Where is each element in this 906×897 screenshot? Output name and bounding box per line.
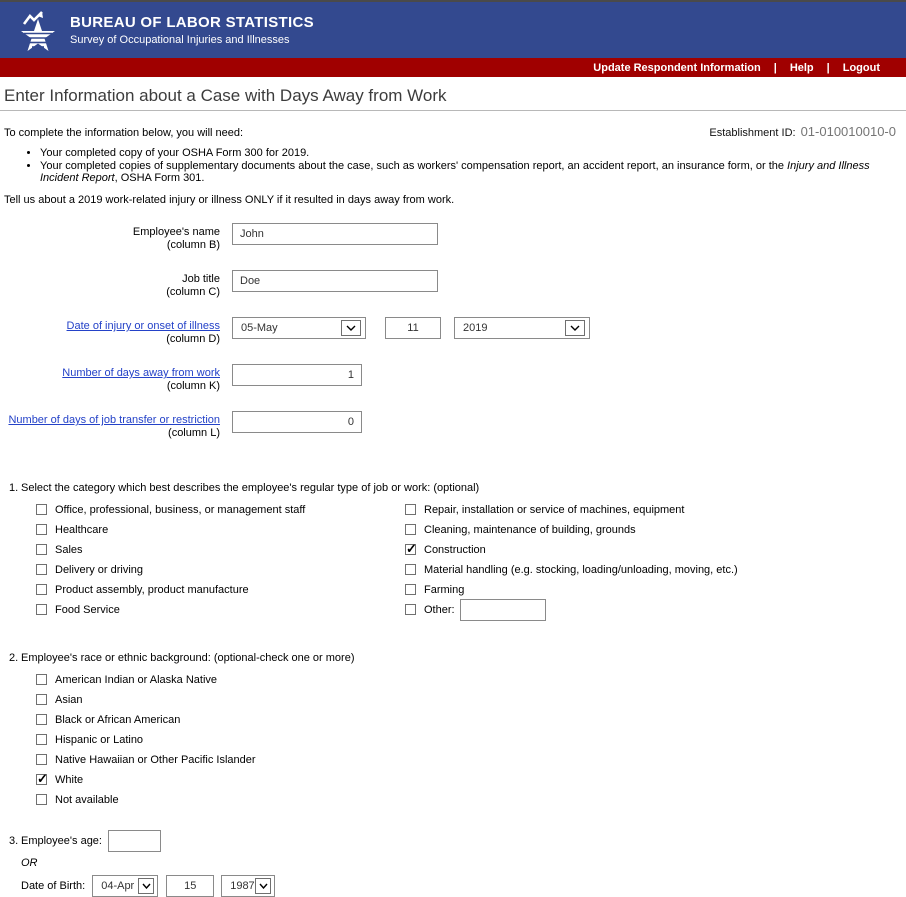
date-of-birth-label: Date of Birth: [21,880,86,892]
question-number: 2. [9,652,19,664]
instruction-text: Tell us about a 2019 work-related injury or illness ONLY if it resulted in days away from work. [4,194,455,206]
question-number: 3. [9,835,19,847]
dropdown-button[interactable] [138,878,154,894]
update-respondent-link[interactable]: Update Respondent Information [593,61,761,74]
list-item: • Your completed copy of your OSHA Form 300 for 2019. [40,147,898,159]
checkbox-label: Native Hawaiian or Other Pacific Islander [55,753,256,766]
checkbox-row [36,753,906,766]
employee-age-input[interactable] [108,830,161,852]
survey-subtitle: Survey of Occupational Injuries and Illnesses [70,34,290,46]
nav-separator: | [773,61,777,74]
checkbox-repair-installation[interactable] [405,504,416,515]
injury-date-row [0,317,906,346]
dob-year-value: 1987 [230,880,255,892]
question-1 [0,482,906,623]
checkbox-food-service[interactable] [36,604,47,615]
dropdown-button[interactable] [565,320,585,336]
injury-date-label: Date of injury or onset of illness (column D) [66,320,220,345]
case-form [0,223,906,440]
checkbox-label: Farming [424,583,465,596]
checkbox-american-indian[interactable] [36,674,47,685]
checkbox-label: Cleaning, maintenance of building, grounds [424,523,636,536]
days-transfer-row [0,411,906,440]
job-title-label: Job title (column C) [166,273,220,298]
checkbox-material-handling[interactable] [405,564,416,575]
checkbox-row [36,693,906,706]
checkbox-sales[interactable] [36,544,47,555]
employee-name-label: Employee's name (column B) [132,226,220,251]
days-away-link[interactable]: Number of days away from work [62,367,220,379]
days-transfer-link[interactable]: Number of days of job transfer or restriction [8,414,220,426]
establishment-id [709,124,896,139]
checkbox-row [405,503,738,516]
checkbox-row [405,523,738,536]
checkbox-other[interactable] [405,604,416,615]
checkbox-row [36,733,906,746]
header-banner [0,2,906,58]
injury-day-input[interactable] [385,317,441,339]
employee-name-row [0,223,906,252]
checkbox-row [405,563,738,576]
checkbox-construction[interactable] [405,544,416,555]
dropdown-button[interactable] [341,320,361,336]
checkbox-cleaning-maintenance[interactable] [405,524,416,535]
checkbox-row [36,503,405,516]
checkbox-label: Not available [55,793,119,806]
checkbox-label: Asian [55,693,83,706]
bls-star-logo-icon [20,9,60,51]
checkbox-row [36,713,906,726]
checkbox-label: Product assembly, product manufacture [55,583,249,596]
injury-year-select[interactable] [454,317,590,339]
days-away-label: Number of days away from work (column K) [62,367,220,392]
dob-day-input[interactable] [166,875,214,897]
employee-name-input[interactable] [232,223,438,245]
dob-year-select[interactable] [221,875,275,897]
checkbox-office-staff[interactable] [36,504,47,515]
q1-right-column [405,503,738,623]
page-title: Enter Information about a Case with Days Away from Work [0,77,906,111]
date-of-birth-row [0,875,906,897]
checkbox-row [36,773,906,786]
checkbox-product-assembly[interactable] [36,584,47,595]
checkbox-row [405,543,738,556]
checkbox-label: Black or African American [55,713,181,726]
list-item: • Your completed copies of supplementary documents about the case, such as workers' compensation report, an accident report, an insurance form, or the Injury and Illness Incident Report, OSHA Form 301. [40,160,898,184]
dob-month-select[interactable] [92,875,158,897]
checkbox-label: Food Service [55,603,120,616]
checkbox-healthcare[interactable] [36,524,47,535]
injury-month-value: 05-May [241,322,278,334]
checkbox-label: Material handling (e.g. stocking, loading/unloading, moving, etc.) [424,563,738,576]
chevron-down-icon [259,883,268,889]
checkbox-label: Hispanic or Latino [55,733,144,746]
checkbox-not-available[interactable] [36,794,47,805]
other-category-input[interactable] [460,599,546,621]
checkbox-label: Sales [55,543,83,556]
question-2-title: Employee's race or ethnic background: (optional-check one or more) [21,652,355,664]
q1-left-column [36,503,405,623]
checkbox-label: Repair, installation or service of machines, equipment [424,503,685,516]
checkbox-farming[interactable] [405,584,416,595]
checkbox-label: American Indian or Alaska Native [55,673,218,686]
checkbox-asian[interactable] [36,694,47,705]
checkbox-row [405,583,738,596]
checkbox-black-african-american[interactable] [36,714,47,725]
checkbox-label: Delivery or driving [55,563,144,576]
checkbox-label: Construction [424,543,486,556]
checkbox-label: Office, professional, business, or management staff [55,503,306,516]
chevron-down-icon [346,325,356,331]
checkbox-row [36,523,405,536]
chevron-down-icon [570,325,580,331]
days-transfer-label: Number of days of job transfer or restriction (column L) [8,414,220,439]
injury-year-value: 2019 [463,322,488,334]
days-away-row [0,364,906,393]
checkbox-row [36,563,405,576]
header-titles [70,14,314,46]
checkbox-label: Other: [424,603,455,616]
checkbox-row-other [405,603,738,616]
checkbox-row [36,793,906,806]
intro-text: To complete the information below, you will need: [4,127,244,139]
requirements-list [0,147,906,184]
question-2 [0,652,906,806]
question-3 [0,830,906,897]
report-title-italic: Injury and Illness Incident Report [40,160,870,184]
days-away-input[interactable] [232,364,362,386]
checkbox-row [36,603,405,616]
checkbox-hispanic-latino[interactable] [36,734,47,745]
nav-separator: | [826,61,830,74]
logout-link[interactable]: Logout [842,61,880,74]
utility-nav-bar [0,58,906,77]
job-title-input[interactable] [232,270,438,292]
chevron-down-icon [142,883,151,889]
days-transfer-input[interactable] [232,411,362,433]
job-title-row [0,270,906,299]
checkbox-row [36,583,405,596]
checkbox-label: Healthcare [55,523,109,536]
checkbox-label: White [55,773,84,786]
checkbox-delivery-driving[interactable] [36,564,47,575]
establishment-id-value: 01-010010010-0 [800,124,896,139]
checkbox-native-hawaiian[interactable] [36,754,47,765]
employee-age-label: Employee's age: [21,835,102,847]
checkbox-row [36,673,906,686]
injury-date-link[interactable]: Date of injury or onset of illness [66,320,220,332]
agency-name: BUREAU OF LABOR STATISTICS [70,14,314,31]
checkbox-row [36,543,405,556]
or-label: OR [21,857,38,869]
question-number: 1. [9,482,19,494]
dob-month-value: 04-Apr [101,880,135,892]
establishment-id-label: Establishment ID: [709,127,796,139]
dropdown-button[interactable] [255,878,271,894]
checkbox-white[interactable] [36,774,47,785]
help-link[interactable]: Help [789,61,814,74]
injury-month-select[interactable] [232,317,366,339]
question-1-title: Select the category which best describes the employee's regular type of job or work: (optional) [21,482,480,494]
